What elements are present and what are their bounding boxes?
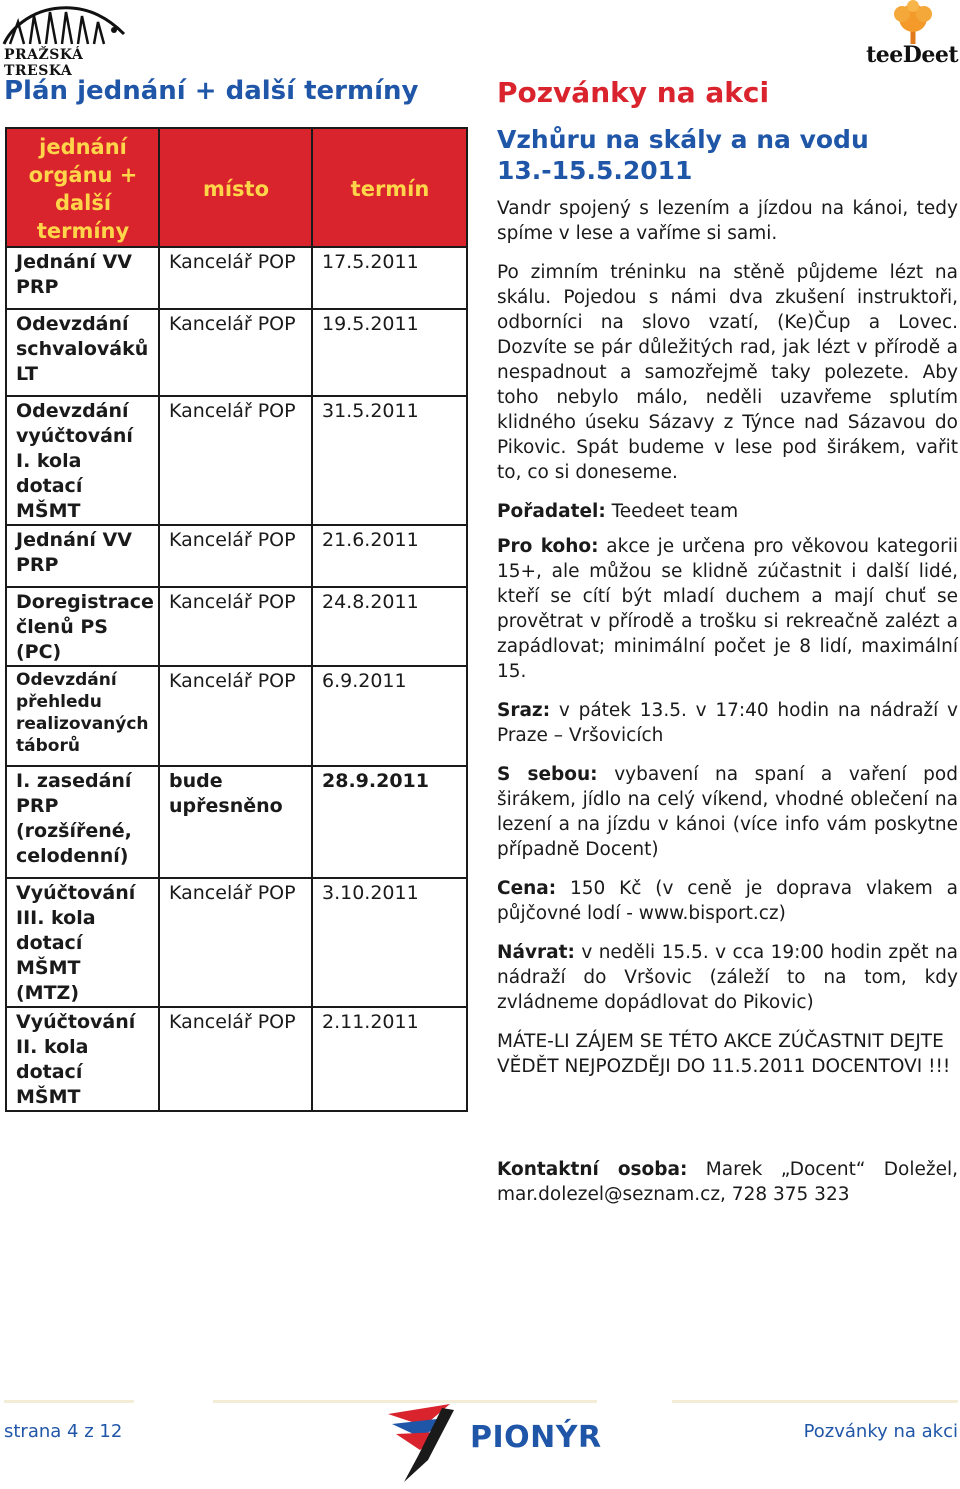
date-cell: 19.5.2011 [312,309,467,396]
event-cell: Odevzdání vyúčtování I. kola dotací MŠMT [6,396,159,525]
price-line [497,876,958,926]
price-label: Cena: [497,878,557,899]
meet-label: Sraz: [497,700,551,721]
table-row [6,1007,467,1111]
organizer-value: Teedeet team [605,501,739,522]
column-header-place: místo [159,128,312,247]
column-header-event: jednání orgánu + další termíny [6,128,159,247]
footer-section-name: Pozvánky na akci [803,1421,958,1442]
bring-label: S sebou: [497,764,598,785]
pionyr-logo [384,1400,602,1485]
page-number: strana 4 z 12 [4,1421,123,1442]
table-row [6,878,467,1007]
table-row [6,396,467,525]
event-cell: I. zasedání PRP (rozšířené, celodenní) [6,766,159,878]
footer-divider [672,1400,958,1403]
organizer-line [497,499,958,524]
invitations-section-title: Pozvánky na akci [497,76,770,109]
fish-logo-icon [0,0,130,50]
event-cell: Doregistrace členů PS (PC) [6,587,159,666]
signup-notice: MÁTE-LI ZÁJEM SE TÉTO AKCE ZÚČASTNIT DEJTE VĚDĚT NEJPOZDĚJI DO 11.5.2011 DOCENTOVI !!! [497,1031,951,1077]
tree-logo-icon [878,0,948,48]
contact-line [497,1157,958,1207]
event-cell: Odevzdání schvalováků LT [6,309,159,396]
event-cell: Vyúčtování III. kola dotací MŠMT (MTZ) [6,878,159,1007]
column-header-date: termín [312,128,467,247]
organizer-label: Pořadatel: [497,501,606,522]
price-value: 150 Kč (v ceně je doprava vlakem a půjčovné lodí - www.bisport.cz) [497,878,958,924]
bring-value: vybavení na spaní a vaření pod širákem, jídlo na celý víkend, vhodné oblečení na lezení a na jízdu v kánoi (více info vám poskytne případně Docent) [497,764,958,860]
place-cell: Kancelář POP [159,396,312,525]
date-cell: 21.6.2011 [312,525,467,587]
footer-divider [4,1400,134,1403]
table-row [6,525,467,587]
date-cell: 2.11.2011 [312,1007,467,1111]
place-cell: Kancelář POP [159,525,312,587]
place-cell: Kancelář POP [159,1007,312,1111]
table-row [6,587,467,666]
place-cell: Kancelář POP [159,247,312,309]
event-cell: Jednání VV PRP [6,247,159,309]
contact-value: Marek „Docent“ Doležel, mar.dolezel@seznam.cz, 728 375 323 [497,1159,959,1205]
invitation-content [497,124,958,1093]
place-cell: Kancelář POP [159,878,312,1007]
teedeet-logo [858,0,958,72]
contact-label: Kontaktní osoba: [497,1159,688,1180]
table-row [6,766,467,878]
date-cell: 31.5.2011 [312,396,467,525]
event-title: Vzhůru na skály a na vodu 13.-15.5.2011 [497,125,869,185]
place-cell: bude upřesněno [159,766,312,878]
place-cell: Kancelář POP [159,309,312,396]
event-description: Po zimním tréninku na stěně půjdeme lézt na skálu. Pojedou s námi dva zkušení instruktoři, odborníci na slovo vzatí, (Ke)Čup a Lovec. Dozvíte se pár důležitých rad, jak lézt v přírodě a nespadnout a samozřejmě taky polezete. Aby toho nebylo málo, neděli uzavřeme splutím klidného úseku Sázavy z Týnce nad Sázavou do Pikovic. Spát budeme v lese pod širákem, vařit to, co si doneseme. [497,262,958,483]
schedule-table [5,127,468,1112]
meet-value: v pátek 13.5. v 17:40 hodin na nádraží v Praze – Vršovicích [497,700,958,746]
table-row [6,666,467,766]
pionyr-logo-text: PIONÝR [470,1420,602,1455]
place-cell: Kancelář POP [159,666,312,766]
date-cell: 6.9.2011 [312,666,467,766]
right-logo-text: teeDeet [866,42,958,68]
prazska-treska-logo [0,0,130,79]
event-cell: Jednání VV PRP [6,525,159,587]
table-row [6,247,467,309]
event-cell: Odevzdání přehledu realizovaných táborů [6,666,159,766]
for-whom-value: akce je určena pro věkovou kategorii 15+, ale můžou se klidně zúčastnit i další lidé, kteří se cítí být mladí duchem a mají chuť se provětrat v přírodě a trošku si rekreačně zalézt a zapádlovat; minimální počet je 8 lidí, maximální 15. [497,536,958,682]
bird-logo-icon [384,1400,468,1485]
meet-line [497,698,958,748]
for-whom-line [497,534,958,684]
date-cell: 3.10.2011 [312,878,467,1007]
return-value: v neděli 15.5. v cca 19:00 hodin zpět na nádraží do Vršovic (záleží to na tom, kdy zvládneme dopádlovat do Pikovic) [497,942,958,1013]
event-intro: Vandr spojený s lezením a jízdou na kánoi, tedy spíme v lese a vaříme si sami. [497,198,958,244]
date-cell: 28.9.2011 [312,766,467,878]
date-cell: 24.8.2011 [312,587,467,666]
date-cell: 17.5.2011 [312,247,467,309]
table-header-row [6,128,467,247]
plan-section-title: Plán jednání + další termíny [4,76,419,106]
bring-line [497,762,958,862]
place-cell: Kancelář POP [159,587,312,666]
return-label: Návrat: [497,942,575,963]
for-whom-label: Pro koho: [497,536,599,557]
left-logo-text: PRAŽSKÁ TRESKA [4,47,84,79]
return-line [497,940,958,1015]
event-cell: Vyúčtování II. kola dotací MŠMT [6,1007,159,1111]
table-row [6,309,467,396]
